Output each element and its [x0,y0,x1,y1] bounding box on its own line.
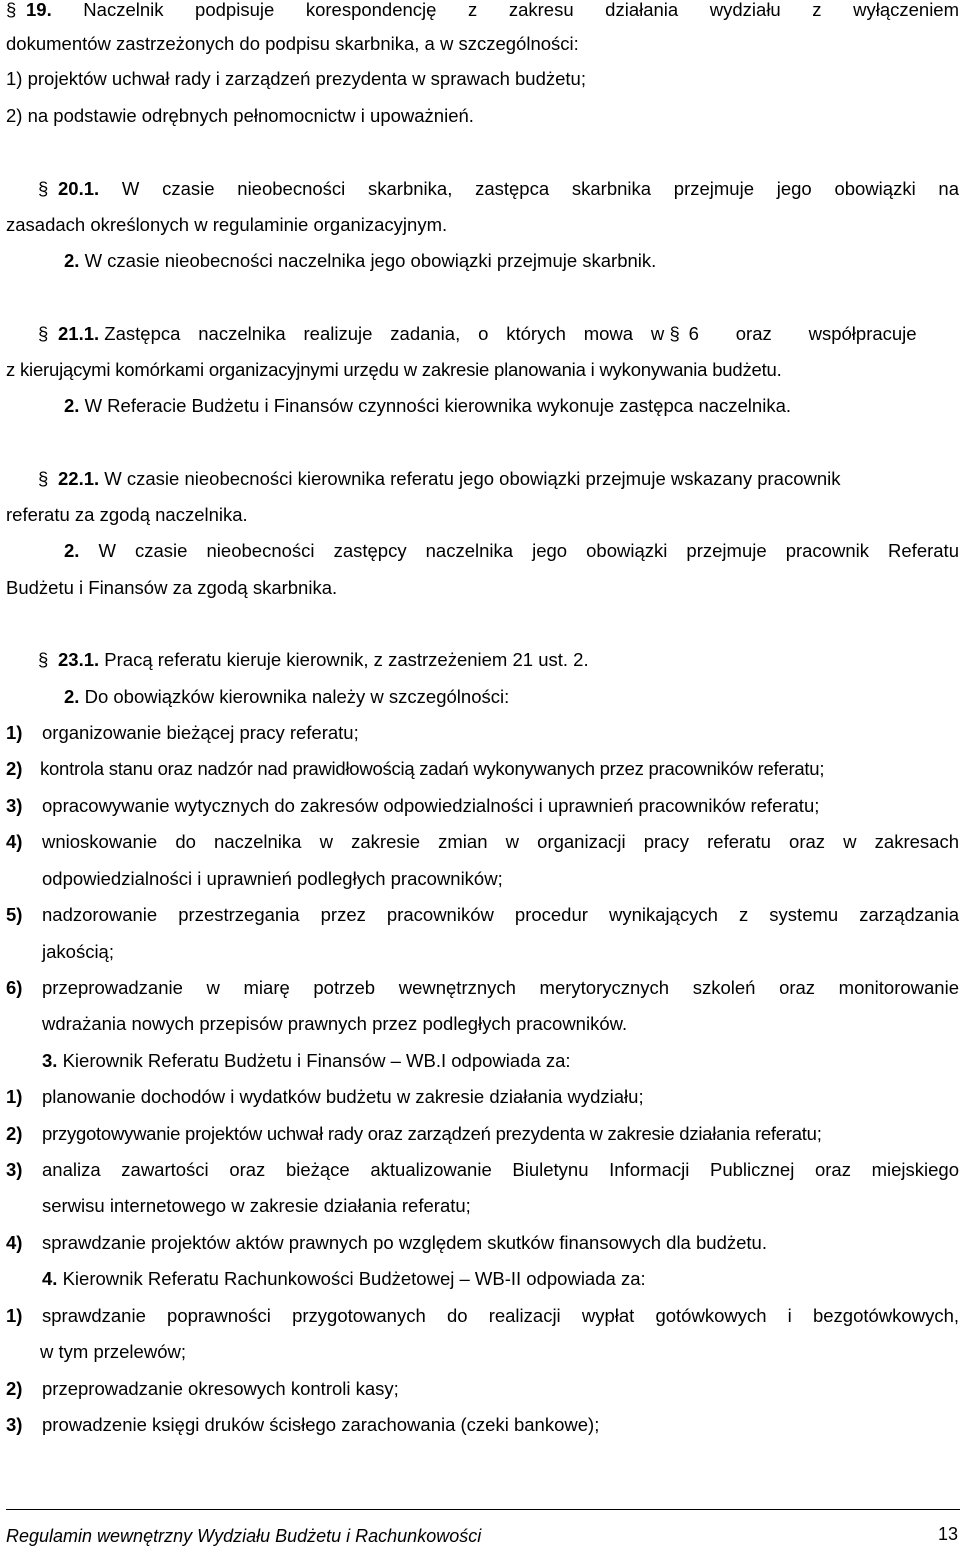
footer-title: Regulamin wewnętrzny Wydziału Budżetu i Rachunkowości [6,1526,482,1546]
list-item-number: 4) [6,1232,23,1253]
paragraph-number: 21.1. [58,323,100,344]
subparagraph-text: Kierownik Referatu Rachunkowości Budżetowej – WB-II odpowiada za: [62,1268,646,1289]
paragraph-number: 19. [26,0,52,20]
subparagraph-number: 2. [64,250,80,271]
section-sign-icon: § [6,0,17,20]
list-item-number: 2) [6,758,23,779]
paragraph-22-sub-2-line-2: Budżetu i Finansów za zgodą skarbnika. [6,577,338,598]
section-sign-icon: § [38,649,49,670]
paragraph-20-sub-2 [64,249,960,273]
paragraph-19-line-1 [6,0,959,22]
list-item-continuation: serwisu internetowego w zakresie działania referatu; [42,1195,471,1216]
paragraph-text: Pracą referatu kieruje kierownik, z zastrzeżeniem 21 ust. 2. [104,649,589,670]
section-sign-icon: § [669,323,680,344]
subparagraph-number: 2. [64,686,80,707]
paragraph-21-sub-2 [64,394,960,418]
paragraph-text: W czasie nieobecności kierownika referatu jego obowiązki przejmuje wskazany pracownik [104,468,841,489]
subparagraph-number: 4. [42,1268,58,1289]
subparagraph-text: Kierownik Referatu Budżetu i Finansów – WB.I odpowiada za: [62,1050,571,1071]
list-item-text: kontrola stanu oraz nadzór nad prawidłowością zadań wykonywanych przez pracowników referatu; [40,758,825,779]
list-item-text: organizowanie bieżącej pracy referatu; [42,722,359,743]
list-item-continuation: w tym przelewów; [40,1341,186,1362]
subparagraph-text: Do obowiązków kierownika należy w szczególności: [84,686,510,707]
list-item-number: 1) [6,722,23,743]
subparagraph-text: W czasie nieobecności naczelnika jego obowiązki przejmuje skarbnik. [84,250,657,271]
list-item-number: 1) [6,1305,23,1326]
section-sign-icon: § [38,323,49,344]
list-item-continuation: wdrażania nowych przepisów prawnych przez podległych pracowników. [42,1013,628,1034]
paragraph-23-line-1 [38,648,960,672]
paragraph-21-line-2: z kierującymi komórkami organizacyjnymi urzędu w zakresie planowania i wykonywania budżetu. [6,359,782,380]
list-item-number: 6) [6,977,23,998]
list-item-continuation: odpowiedzialności i uprawnień podległych pracowników; [42,868,503,889]
paragraph-23-sub-4 [42,1267,960,1291]
list-item-text: opracowywanie wytycznych do zakresów odpowiedzialności i uprawnień pracowników referatu; [42,795,820,816]
paragraph-23-sub-2 [64,685,960,709]
paragraph-19-item-1: 1) projektów uchwał rady i zarządzeń prezydenta w sprawach budżetu; [6,68,586,89]
paragraph-22-sub-2-line-1 [64,539,959,563]
paragraph-20-line-1 [38,177,959,201]
paragraph-22-line-1 [38,467,959,491]
paragraph-23-sub-3 [42,1049,960,1073]
list-item-number: 3) [6,1414,23,1435]
paragraph-text: W czasie nieobecności skarbnika, zastępca skarbnika przejmuje jego obowiązki na [121,178,959,199]
subparagraph-number: 2. [64,540,80,561]
list-item-text: nadzorowanie przestrzegania przez pracowników procedur wynikających z systemu zarządzania [42,904,959,925]
section-sign-icon: § [38,468,49,489]
page-number: 13 [937,1524,958,1544]
list-item-number: 2) [6,1378,23,1399]
footer-divider [6,1509,960,1510]
list-item-text: sprawdzanie poprawności przygotowanych do realizacji wypłat gotówkowych i bezgotówkowych, [42,1305,959,1326]
list-item-number: 2) [6,1123,23,1144]
subparagraph-text: W Referacie Budżetu i Finansów czynności kierownika wykonuje zastępca naczelnika. [84,395,791,416]
paragraph-ref: 6 oraz współpracuje [688,323,917,344]
paragraph-number: 20.1. [58,178,100,199]
list-item-text: wnioskowanie do naczelnika w zakresie zmian w organizacji pracy referatu oraz w zakresach [42,831,959,852]
paragraph-number: 22.1. [58,468,100,489]
paragraph-19-line-2: dokumentów zastrzeżonych do podpisu skarbnika, a w szczególności: [6,33,579,54]
list-item-text: analiza zawartości oraz bieżące aktualizowanie Biuletynu Informacji Publicznej oraz miejskiego [42,1159,959,1180]
list-item-number: 5) [6,904,23,925]
list-item-text: prowadzenie księgi druków ścisłego zarachowania (czeki bankowe); [42,1414,600,1435]
list-item-text: planowanie dochodów i wydatków budżetu w zakresie działania wydziału; [42,1086,644,1107]
list-item-number: 4) [6,831,23,852]
subparagraph-text: W czasie nieobecności zastępcy naczelnika jego obowiązki przejmuje pracownik Referatu [98,540,959,561]
list-item-text: przygotowywanie projektów uchwał rady oraz zarządzeń prezydenta w zakresie działania referatu; [42,1123,822,1144]
list-item-text: sprawdzanie projektów aktów prawnych po względem skutków finansowych dla budżetu. [42,1232,767,1253]
paragraph-20-line-2: zasadach określonych w regulaminie organizacyjnym. [6,214,448,235]
list-item-text: przeprowadzanie w miarę potrzeb wewnętrznych merytorycznych szkoleń oraz monitorowanie [42,977,959,998]
paragraph-text: Zastępca naczelnika realizuje zadania, o których mowa w [104,323,665,344]
subparagraph-number: 2. [64,395,80,416]
list-item-number: 3) [6,1159,23,1180]
section-sign-icon: § [38,178,49,199]
list-item-continuation: jakością; [42,941,114,962]
paragraph-22-line-2: referatu za zgodą naczelnika. [6,504,248,525]
subparagraph-number: 3. [42,1050,58,1071]
list-item-number: 3) [6,795,23,816]
paragraph-number: 23.1. [58,649,100,670]
paragraph-21-line-1 [38,322,959,346]
paragraph-text: Naczelnik podpisuje korespondencję z zakresu działania wydziału z wyłączeniem [83,0,959,20]
paragraph-19-item-2: 2) na podstawie odrębnych pełnomocnictw i upoważnień. [6,105,474,126]
list-item-number: 1) [6,1086,23,1107]
list-item-text: przeprowadzanie okresowych kontroli kasy; [42,1378,399,1399]
